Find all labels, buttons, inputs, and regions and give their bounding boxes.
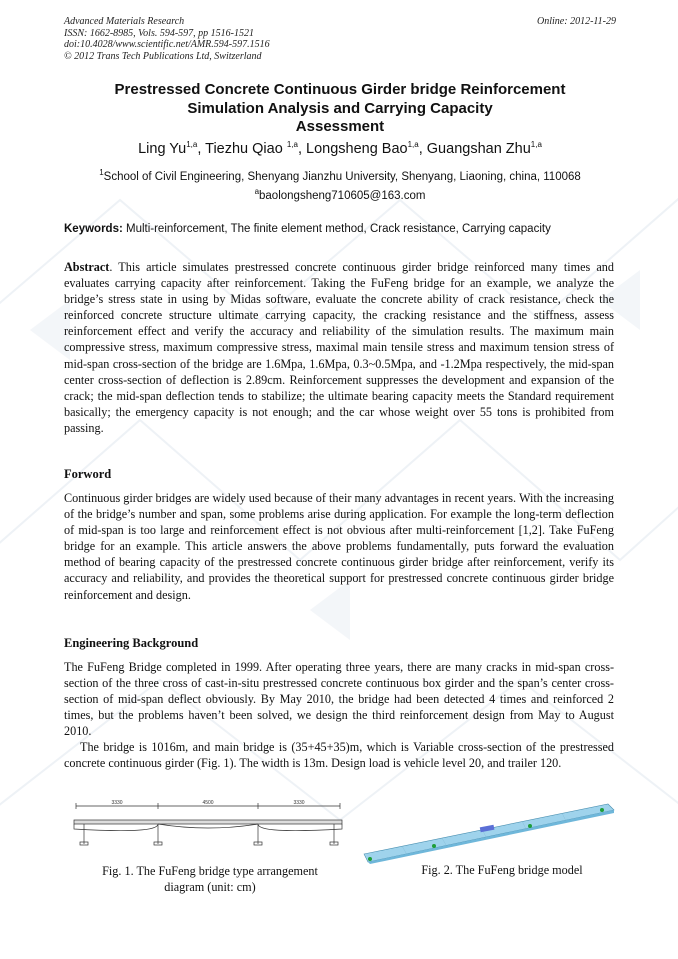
keywords-label: Keywords: xyxy=(64,223,123,235)
dimension-label: 4500 xyxy=(202,800,214,806)
model-support xyxy=(528,824,532,828)
author-email xyxy=(60,187,620,202)
author-name: Ling Yu xyxy=(138,140,187,157)
email-superscript: a xyxy=(254,187,260,196)
bridge-fe-model xyxy=(362,796,618,864)
model-deck xyxy=(364,804,614,862)
bridge-arrangement-diagram xyxy=(66,798,356,858)
title-line-2: Simulation Analysis and Carrying Capacity xyxy=(187,99,493,117)
model-deck-side xyxy=(368,810,614,864)
author-superscript: 1,a xyxy=(407,140,419,149)
author-name: Longsheng Bao xyxy=(306,140,408,157)
journal-header xyxy=(64,16,616,62)
girder-soffit xyxy=(74,824,342,831)
copyright-line: © 2012 Trans Tech Publications Ltd, Switzerland xyxy=(64,50,262,62)
affiliation xyxy=(60,168,620,183)
author-name: Guangshan Zhu xyxy=(426,140,531,157)
online-date: Online: 2012-11-29 xyxy=(537,16,616,27)
dimension-label: 3330 xyxy=(111,800,123,806)
model-support xyxy=(368,857,372,861)
keywords xyxy=(64,223,624,235)
figure-1-caption-line-2: diagram (unit: cm) xyxy=(164,880,256,894)
author-list xyxy=(60,140,620,157)
author-separator: , xyxy=(197,140,206,157)
abstract xyxy=(64,259,614,436)
title-line-3: Assessment xyxy=(295,118,385,135)
forword-paragraph: Continuous girder bridges are widely used because of their many advantages in recent years. With the increasing of the bridge’s number and span, some problems arise during application. For example the long-term deflection of mid-span is too large and reinforcement effect is not obvious after multi-reinforcement [1,2]. Take FuFeng bridge for an example. This article answers the above problems fundamentally, puts forward the evaluation method of bearing capacity of the prestressed concrete continuous girder bridge after reinforcement, verify its accuracy and reliability, and provides the theoretical support for prestressed concrete continuous girder bridge reinforcement and design. xyxy=(64,491,614,602)
author-separator: , xyxy=(297,140,306,157)
affiliation-superscript: 1 xyxy=(99,168,104,177)
doi-line: doi:10.4028/www.scientific.net/AMR.594-597.1516 xyxy=(64,39,270,50)
model-support xyxy=(432,844,436,848)
author-superscript: 1,a xyxy=(530,140,542,149)
figure-1-caption-line-1: Fig. 1. The FuFeng bridge type arrangement xyxy=(102,864,318,878)
keywords-text: Multi-reinforcement, The finite element method, Crack resistance, Carrying capacity xyxy=(122,223,551,235)
abstract-label: Abstract xyxy=(64,260,110,274)
journal-name: Advanced Materials Research xyxy=(64,16,185,27)
figure-1-caption xyxy=(78,863,342,895)
author-superscript: 1,a xyxy=(186,140,198,149)
background-paragraph-1: The FuFeng Bridge completed in 1999. After operating three years, there are many cracks in mid-span cross-section of the three cross of cast-in-situ prestressed concrete continuous box girder and the span’s center cross-section of mid-span deflect obviously. By May 2010, the bridge had been detected 4 times and reinforced 2 times, but the problems haven’t been solved, we design the third reinforcement design from May to August 2010. xyxy=(64,660,614,739)
paper-title xyxy=(60,81,620,137)
author-superscript: 1,a xyxy=(286,140,298,149)
background-paragraph-2: The bridge is 1016m, and main bridge is (35+45+35)m, which is Variable cross-section of the prestressed concrete continuous girder (Fig. 1). The width is 13m. Design load is vehicle level 20, and trailer 120. xyxy=(64,740,614,771)
figure-2-caption: Fig. 2. The FuFeng bridge model xyxy=(421,863,583,877)
author-separator: , xyxy=(418,140,427,157)
author-name: Tiezhu Qiao xyxy=(205,140,287,157)
email-text: baolongsheng710605@163.com xyxy=(259,189,426,202)
deck-slab xyxy=(74,820,342,824)
dimension-label: 3330 xyxy=(293,800,305,806)
abstract-text: . This article simulates prestressed concrete continuous girder bridge reinforced many times and evaluates carrying capacity after reinforcement. Taking the FuFeng bridge for an example, we analyze the bridge’s stress state in using by Midas software, evaluate the concrete ability of crack resistance, check the reinforced concrete structure ultimate carrying capacity, the cracking resistance and the stiffness, assess reinforcement effect and verify the accuracy and reliability of the simulation results. The maximum main compressive stress, maximum compressive stress, maximal main tensile stress and maximum tension stress of mid-span cross-section of the bridge are 1.6Mpa, 1.6Mpa, 0.3~0.5Mpa, and -1.2Mpa respectively, the mid-span center cross-section of deflection is 2.89cm. Reinforcement suppresses the development and expansion of the crack; the mid-span deflection tends to stabilize; the ultimate bearing capacity meets the Standard requirement basically; the emergency capacity is not enough; and the car whose weight over 55 tons is prohibited from passing. xyxy=(64,260,614,435)
section-heading-forword: Forword xyxy=(64,467,112,481)
title-line-1: Prestressed Concrete Continuous Girder bridge Reinforcement xyxy=(114,81,566,98)
model-support xyxy=(600,808,604,812)
section-heading-engineering-background: Engineering Background xyxy=(64,636,199,650)
issn-line: ISSN: 1662-8985, Vols. 594-597, pp 1516-1521 xyxy=(64,27,254,39)
affiliation-text: School of Civil Engineering, Shenyang Jianzhu University, Shenyang, Liaoning, china, 110068 xyxy=(103,170,581,183)
